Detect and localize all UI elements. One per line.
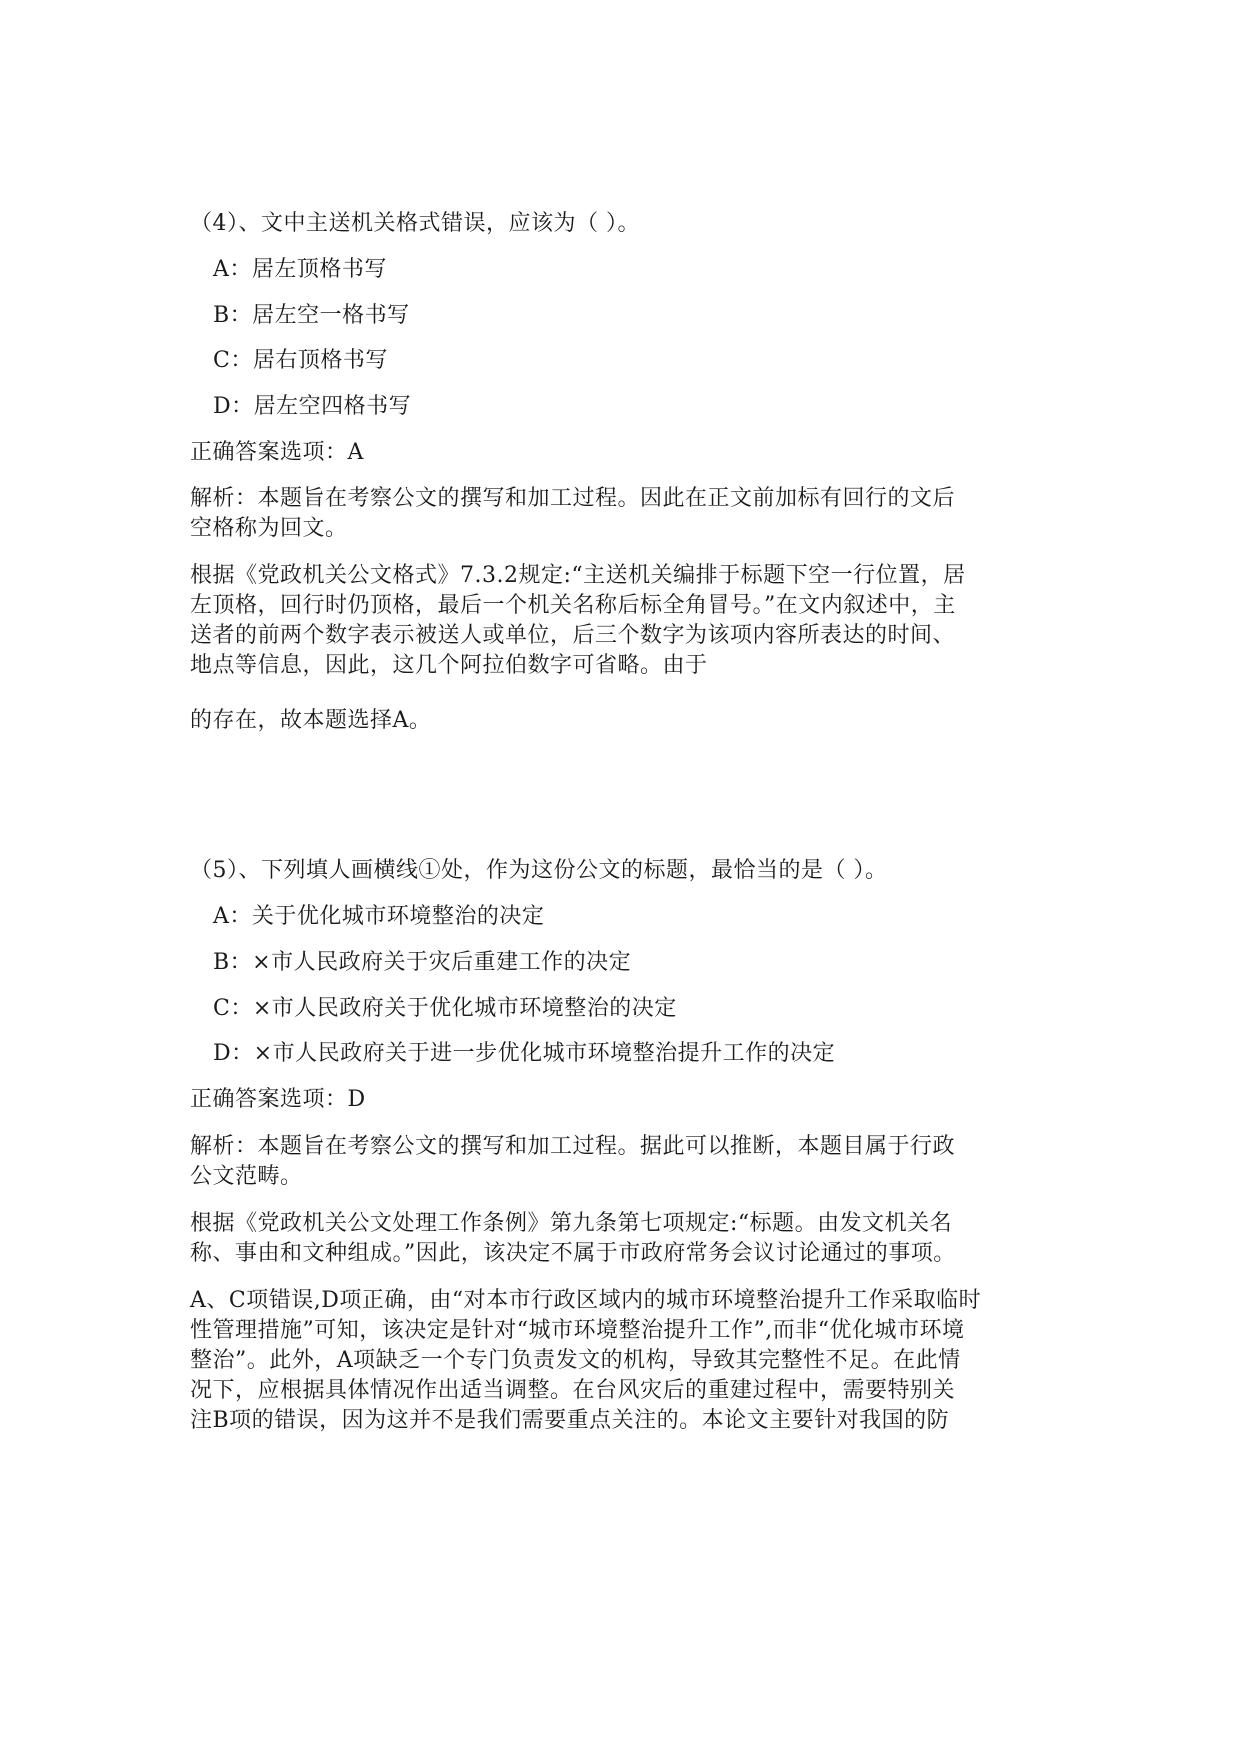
- question-5-extra-line: 整治”。此外，A项缺乏一个专门负责发文的机构，导致其完整性不足。在此情: [190, 1348, 961, 1373]
- question-4-basis-line: 根据《党政机关公文格式》7.3.2规定:“主送机关编排于标题下空一行位置，居: [190, 563, 966, 588]
- question-4-basis-line: 送者的前两个数字表示被送人或单位，后三个数字为该项内容所表达的时间、: [190, 623, 956, 648]
- question-4-option-c: C：居右顶格书写: [213, 348, 388, 373]
- question-4-basis-line: 地点等信息，因此，这几个阿拉伯数字可省略。由于: [190, 653, 708, 678]
- document-page: [190, 0, 1060, 1754]
- question-4-text: （4）、文中主送机关格式错误，应该为（ ）。: [190, 211, 640, 236]
- question-4-analysis-line: 解析：本题旨在考察公文的撰写和加工过程。因此在正文前加标有回行的文后: [190, 486, 956, 511]
- question-5-extra-line: A、C项错误,D项正确，由“对本市行政区域内的城市环境整治提升工作采取临时: [190, 1288, 982, 1313]
- question-5-basis-line: 根据《党政机关公文处理工作条例》第九条第七项规定:“标题。由发文机关名: [190, 1211, 953, 1236]
- question-5-option-d: D：×市人民政府关于进一步优化城市环境整治提升工作的决定: [213, 1041, 836, 1066]
- question-5-option-a: A：关于优化城市环境整治的决定: [213, 904, 545, 929]
- question-5-answer: 正确答案选项：D: [190, 1087, 366, 1112]
- question-4-option-a: A：居左顶格书写: [213, 257, 387, 282]
- question-4-answer: 正确答案选项：A: [190, 440, 364, 465]
- question-5-option-b: B：×市人民政府关于灾后重建工作的决定: [213, 950, 632, 975]
- question-4-basis-line: 左顶格，回行时仍顶格，最后一个机关名称后标全角冒号。”在文内叙述中，主: [190, 593, 956, 618]
- question-5-extra-line: 况下，应根据具体情况作出适当调整。在台风灾后的重建过程中，需要特别关: [190, 1378, 956, 1403]
- question-4-option-d: D：居左空四格书写: [213, 394, 412, 419]
- question-5-option-c: C：×市人民政府关于优化城市环境整治的决定: [213, 996, 677, 1021]
- question-5-basis-line: 称、事由和文种组成。”因此，该决定不属于市政府常务会议讨论通过的事项。: [190, 1241, 956, 1266]
- question-5-analysis-line: 公文范畴。: [190, 1164, 303, 1189]
- question-4-option-b: B：居左空一格书写: [213, 303, 410, 328]
- question-4-analysis-line: 空格称为回文。: [190, 516, 348, 541]
- question-5-analysis-line: 解析：本题旨在考察公文的撰写和加工过程。据此可以推断，本题目属于行政: [190, 1134, 956, 1159]
- question-5-extra-line: 性管理措施”可知，该决定是针对“城市环境整治提升工作”,而非“优化城市环境: [190, 1318, 965, 1343]
- question-4-conclusion: 的存在，故本题选择A。: [190, 708, 432, 733]
- question-5-text: （5）、下列填人画横线①处，作为这份公文的标题，最恰当的是（ ）。: [190, 858, 888, 883]
- question-5-extra-line: 注B项的错误，因为这并不是我们需要重点关注的。本论文主要针对我国的防: [190, 1408, 950, 1433]
